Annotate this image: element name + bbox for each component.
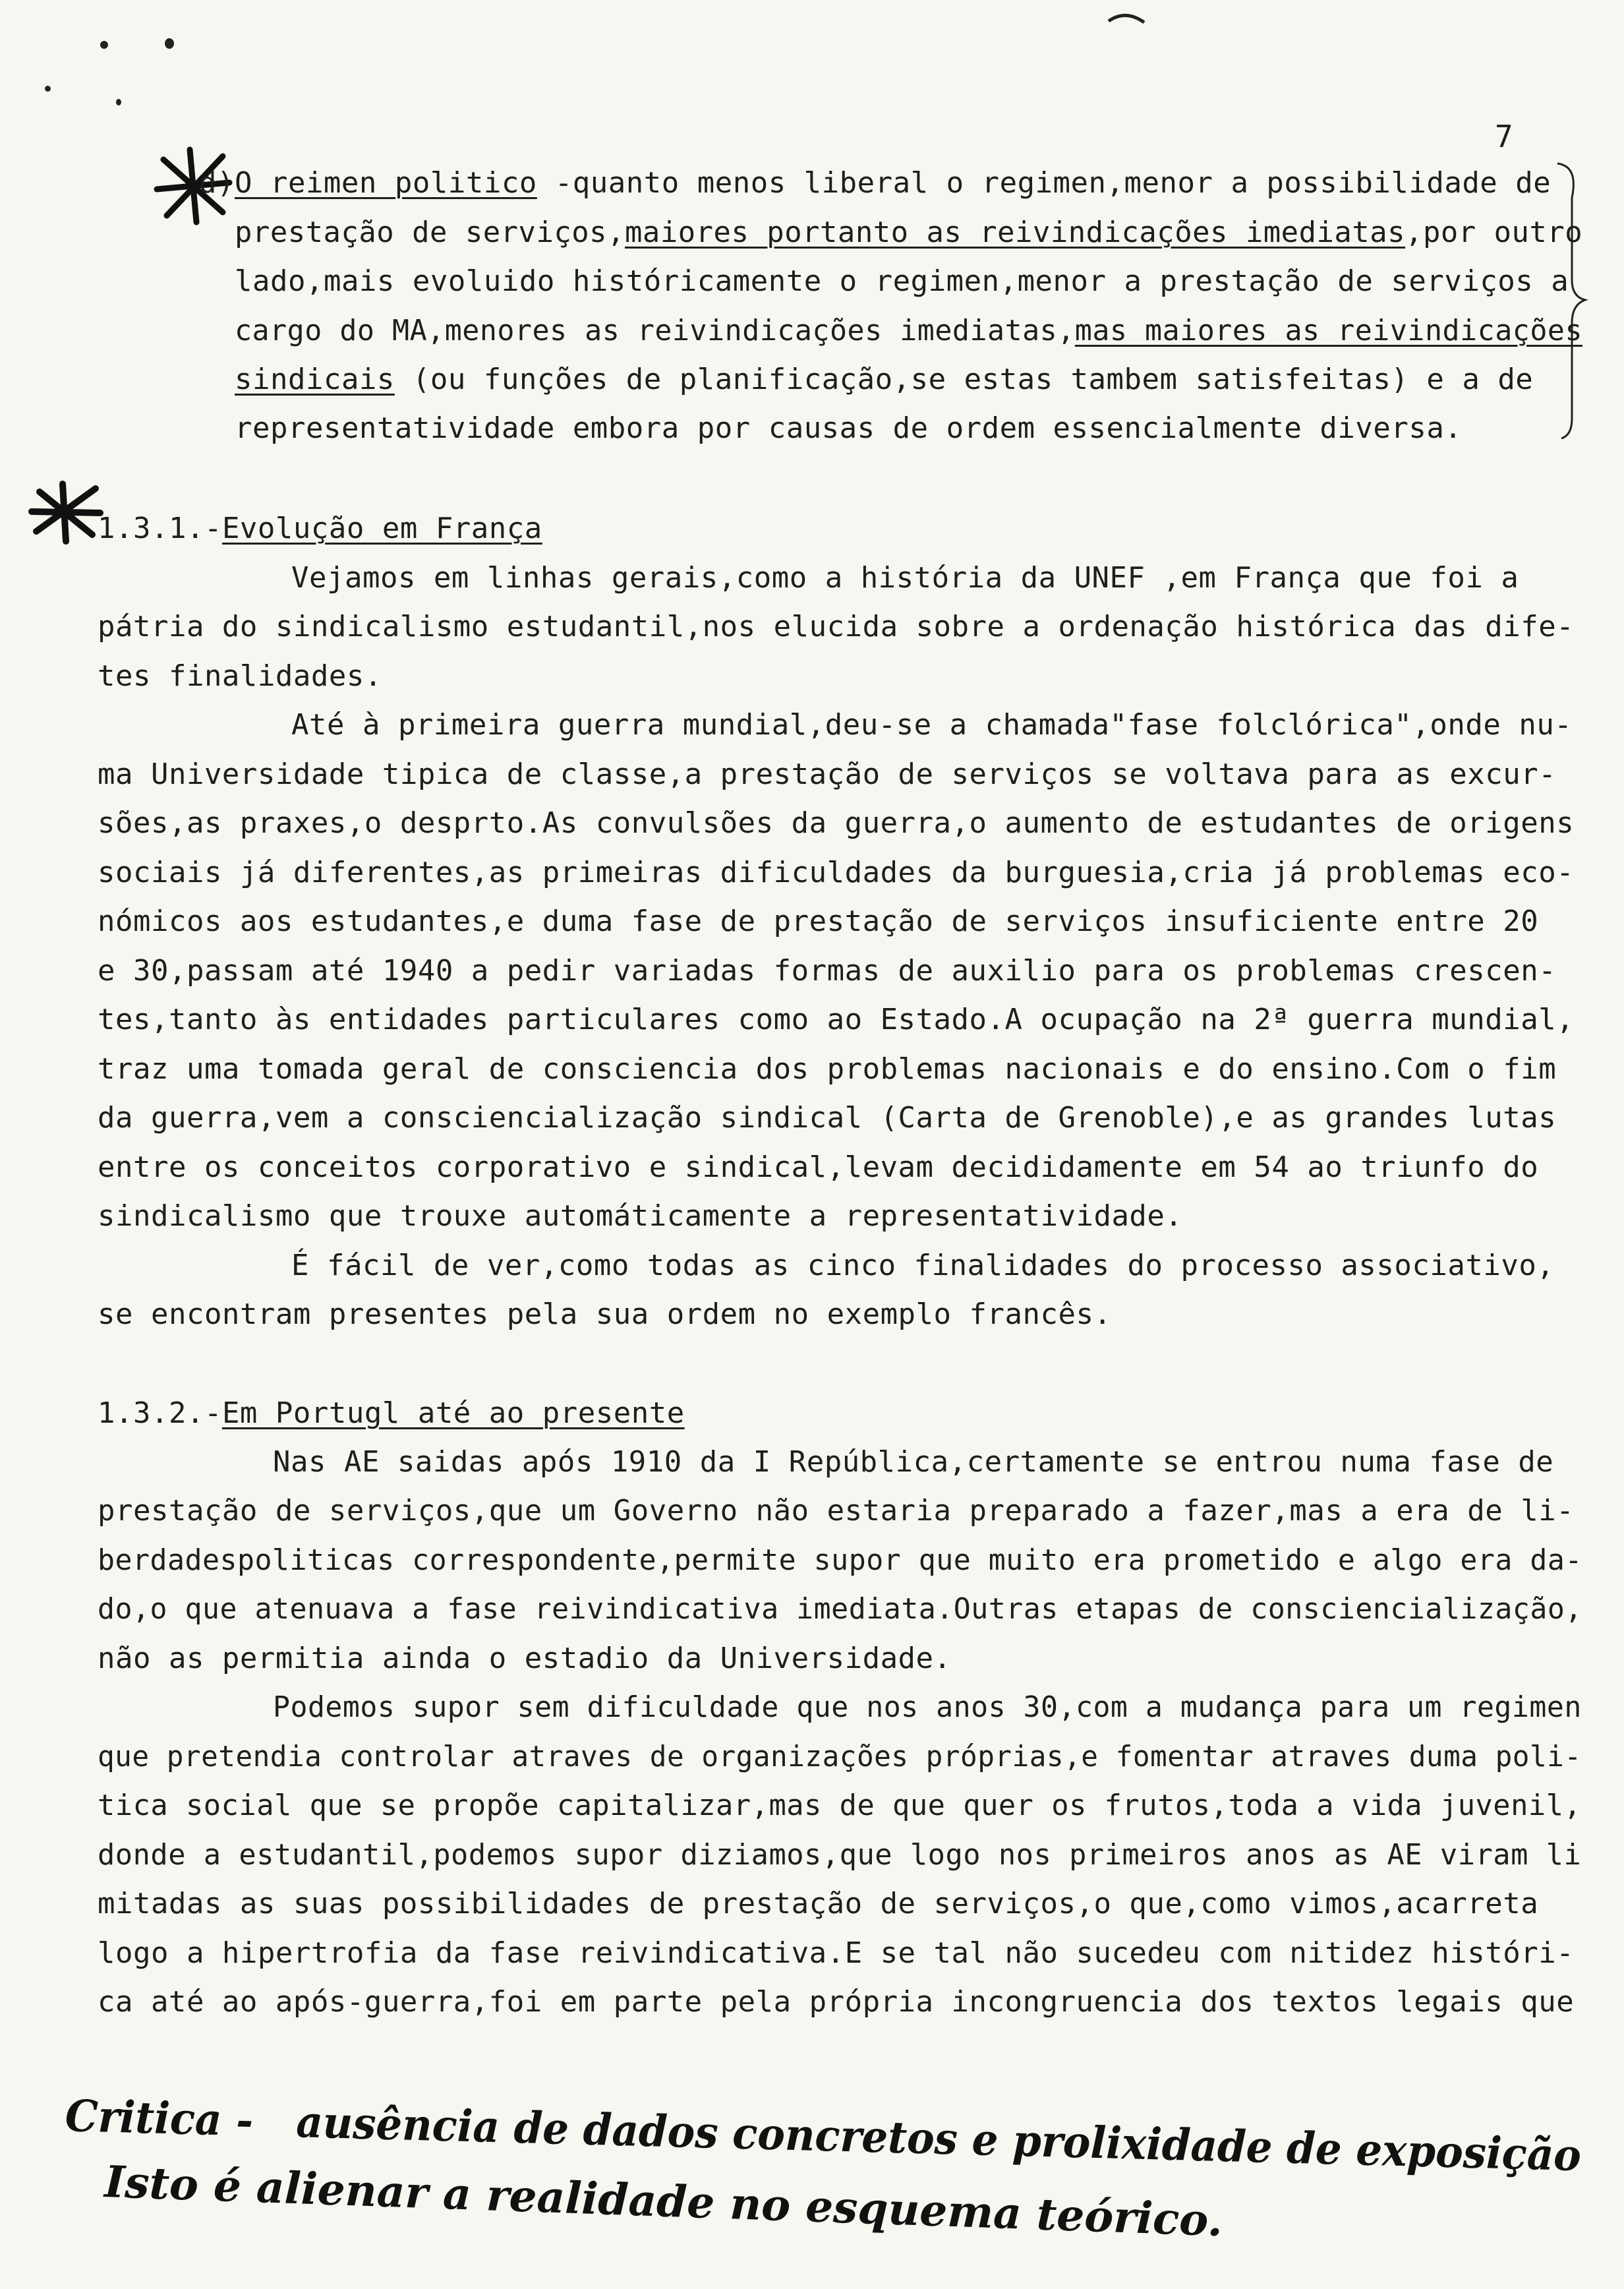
- section-d-line-1: d)O reimen politico -quanto menos liberal o regimen,menor a possibilidade de: [199, 166, 1552, 200]
- ink-speck: [45, 86, 51, 92]
- paragraph-line: nómicos aos estudantes,e duma fase de prestação de serviços insuficiente entre 20: [98, 905, 1539, 938]
- paragraph-line: tes finalidades.: [98, 659, 382, 693]
- paragraph-line: pátria do sindicalismo estudantil,nos elucida sobre a ordenação histórica das dife-: [98, 610, 1575, 643]
- section-d-line-4: cargo do MA,menores as reivindicações imediatas,mas maiores as reivindicações: [235, 314, 1582, 347]
- section-d-line-3: lado,mais evoluido históricamente o regimen,menor a prestação de serviços a: [235, 264, 1569, 298]
- underlined-phrase: mas maiores as reivindicações: [1074, 314, 1582, 347]
- section-title: Evolução em França: [221, 512, 542, 545]
- paragraph-line: e 30,passam até 1940 a pedir variadas formas de auxilio para os problemas crescen-: [98, 954, 1557, 988]
- section-d-line-5: sindicais (ou funções de planificação,se estas tambem satisfeitas) e a de: [235, 363, 1534, 396]
- ink-speck: [116, 99, 121, 105]
- paragraph-line: ma Universidade tipica de classe,a prestação de serviços se voltava para as excur-: [98, 758, 1557, 791]
- paragraph-line: tes,tanto às entidades particulares como ao Estado.A ocupação na 2ª guerra mundial,: [98, 1003, 1575, 1036]
- section-d-label: d): [199, 166, 235, 200]
- paragraph-line: É fácil de ver,como todas as cinco finalidades do processo associativo,: [291, 1249, 1555, 1282]
- section-number: 1.3.2.-: [98, 1396, 222, 1430]
- ink-speck: [165, 38, 174, 49]
- paragraph-line: ca até ao após-guerra,foi em parte pela própria incongruencia dos textos legais que: [98, 1985, 1575, 2019]
- paragraph-line: logo a hipertrofia da fase reivindicativa.E se tal não sucedeu com nitidez históri-: [98, 1936, 1575, 1970]
- paragraph-line: do,o que atenuava a fase reivindicativa imediata.Outras etapas de consciencialização,: [98, 1592, 1582, 1626]
- page-number: 7: [1495, 119, 1513, 154]
- section-title: Em Portugl até ao presente: [221, 1396, 685, 1430]
- paragraph-line: Vejamos em linhas gerais,como a história da UNEF ,em França que foi a: [291, 561, 1519, 595]
- scan-artifact-mark: [1107, 7, 1147, 26]
- paragraph-line: Nas AE saidas após 1910 da I República,certamente se entrou numa fase de: [273, 1445, 1554, 1479]
- handwritten-critique-line-2: Isto é alienar a realidade no esquema teórico.: [103, 2156, 1224, 2247]
- paragraph-line: berdadespoliticas correspondente,permite supor que muito era prometido e algo era da-: [98, 1543, 1582, 1577]
- paragraph-line: sindicalismo que trouxe automáticamente a representatividade.: [98, 1199, 1183, 1233]
- paragraph-line: sões,as praxes,o desprto.As convulsões da guerra,o aumento de estudantes de origens: [98, 806, 1575, 840]
- section-d-title: O reimen politico: [234, 166, 537, 200]
- paragraph-line: donde a estudantil,podemos supor diziamos,que logo nos primeiros anos as AE viram li: [98, 1838, 1582, 1872]
- paragraph-line: tica social que se propõe capitalizar,mas de que quer os frutos,toda a vida juvenil,: [98, 1789, 1582, 1822]
- paragraph-line: entre os conceitos corporativo e sindical,levam decididamente em 54 ao triunfo do: [98, 1150, 1539, 1184]
- ink-speck: [100, 41, 108, 49]
- paragraph-line: que pretendia controlar atraves de organizações próprias,e fomentar atraves duma poli-: [98, 1740, 1582, 1773]
- handwritten-critique-line-1: Critica - ausência de dados concretos e prolixidade de exposição: [64, 2090, 1582, 2182]
- section-d-line-6: representatividade embora por causas de ordem essencialmente diversa.: [235, 411, 1463, 445]
- paragraph-line: prestação de serviços,que um Governo não estaria preparado a fazer,mas a era de li-: [98, 1494, 1575, 1528]
- paragraph-line: Podemos supor sem dificuldade que nos anos 30,com a mudança para um regimen: [273, 1690, 1582, 1724]
- paragraph-line: Até à primeira guerra mundial,deu-se a chamada"fase folclórica",onde nu-: [291, 708, 1573, 742]
- section-d-line-2: prestação de serviços,maiores portanto as reivindicações imediatas,por outro: [235, 216, 1583, 249]
- underlined-phrase: sindicais: [235, 363, 395, 396]
- underlined-phrase: maiores portanto as reivindicações imediatas: [625, 216, 1406, 249]
- paragraph-line: se encontram presentes pela sua ordem no exemplo francês.: [98, 1297, 1112, 1331]
- section-131-heading: [98, 514, 542, 543]
- handwritten-asterisk-marker: [26, 479, 105, 545]
- paragraph-line: não as permitia ainda o estadio da Universidade.: [98, 1642, 952, 1675]
- paragraph-line: da guerra,vem a consciencialização sindical (Carta de Grenoble),e as grandes lutas: [98, 1101, 1557, 1135]
- section-number: 1.3.1.-: [98, 512, 222, 545]
- paragraph-line: traz uma tomada geral de consciencia dos problemas nacionais e do ensino.Com o fim: [98, 1052, 1557, 1086]
- section-132-heading: [98, 1396, 685, 1430]
- paragraph-line: mitadas as suas possibilidades de prestação de serviços,o que,como vimos,acarreta: [98, 1887, 1539, 1920]
- handwritten-margin-bracket: [1552, 158, 1592, 442]
- paragraph-line: sociais já diferentes,as primeiras dificuldades da burguesia,cria já problemas eco-: [98, 856, 1575, 889]
